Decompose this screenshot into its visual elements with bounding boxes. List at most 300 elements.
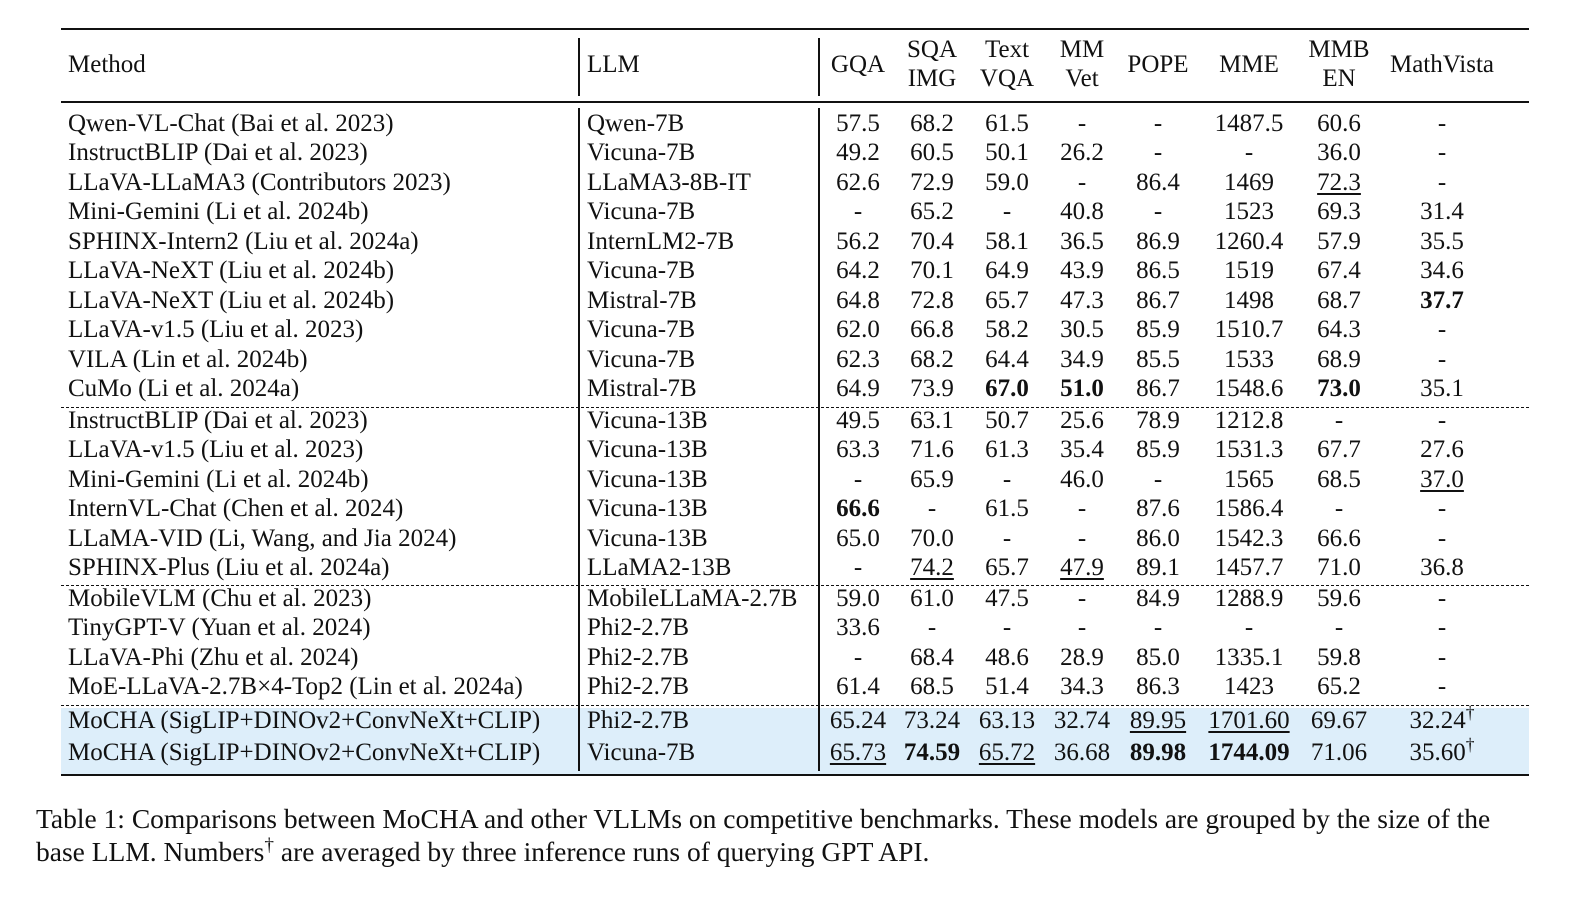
header-metric [1376,50,1508,79]
cell-value-text: 49.2 [836,139,880,166]
cell-value [1382,406,1502,436]
table-row [61,109,1529,139]
cell-value-text: 51.4 [985,673,1029,700]
cell-value-text: 64.9 [985,257,1029,284]
cell-value-text: - [1153,198,1163,225]
cell-value [1382,197,1502,227]
header-metric-line2: Vet [1065,65,1099,92]
cell-value-text: 31.4 [1420,198,1464,225]
header-metric-line1: POPE [1127,51,1189,78]
cell-llm: Mistral-7B [587,375,697,402]
cell-value-text: - [1077,169,1087,196]
header-metric-line1: GQA [830,51,886,78]
cell-value [1279,109,1399,139]
cell-value-text: - [1437,110,1447,137]
cell-value-text: 86.3 [1136,673,1180,700]
cell-value-text: 68.2 [910,346,954,373]
cell-value [1382,138,1502,168]
cell-value-text: 59.6 [1317,585,1361,612]
cell-value-text: 46.0 [1060,466,1104,493]
cell-value [1279,553,1399,583]
cell-value [1382,227,1502,257]
header-metric-line2: EN [1322,65,1356,92]
header-metric-line1: MathVista [1389,51,1495,78]
cell-value-text: 70.1 [910,257,954,284]
cell-value [1382,672,1502,702]
cell-value-text: 1542.3 [1214,525,1284,552]
cell-value-text: 37.7 [1420,287,1464,314]
dagger-mark: † [1465,702,1475,723]
cell-value-text: 62.6 [836,169,880,196]
cell-value-text: 1288.9 [1214,585,1284,612]
cell-value-text: 1498 [1224,287,1274,314]
cell-value-text: 59.0 [836,585,880,612]
header-llm: LLM [587,51,640,78]
cell-value [1382,613,1502,643]
cell-value-text: 89.98 [1129,739,1187,766]
cell-value-text: - [1437,644,1447,671]
cell-method: InternVL-Chat (Chen et al. 2024) [68,495,404,522]
cell-value-text: 64.3 [1317,316,1361,343]
cell-value-text: - [853,644,863,671]
table-row [61,465,1529,495]
header-metric-line1: MMB [1308,36,1370,63]
cell-value-text: 1423 [1224,673,1274,700]
cell-value-text: 65.2 [1317,673,1361,700]
cell-value-text: 74.59 [903,739,961,766]
cell-value [1279,643,1399,673]
cell-value [1279,672,1399,702]
cell-value-text: 68.5 [910,673,954,700]
cell-value [1279,227,1399,257]
cell-value [1279,613,1399,643]
cell-value-text: - [1437,346,1447,373]
cell-value [1279,494,1399,524]
cell-value-text: - [1077,495,1087,522]
cell-value [1382,286,1502,316]
cell-value-text: 89.1 [1136,554,1180,581]
cell-llm: Mistral-7B [587,287,697,314]
cell-method: Mini-Gemini (Li et al. 2024b) [68,198,369,225]
cell-value-text: 57.5 [836,110,880,137]
cell-value-text: 34.3 [1060,673,1104,700]
cell-method: InstructBLIP (Dai et al. 2023) [68,407,368,434]
cell-value-text: 1487.5 [1214,110,1284,137]
cell-method: MoCHA (SigLIP+DINOv2+ConvNeXt+CLIP) [68,707,541,734]
cell-value-text: 65.24 [829,707,887,734]
cell-value-text: 35.5 [1420,228,1464,255]
cell-value-text: 47.9 [1060,554,1104,581]
cell-value-text: 68.4 [910,644,954,671]
cell-value-text: 1744.09 [1208,739,1290,766]
header-metric [817,50,899,79]
cell-value-text: 86.4 [1136,169,1180,196]
cell-value [1279,138,1399,168]
cell-value-text: 48.6 [985,644,1029,671]
cell-value-text: 1701.60 [1208,707,1290,734]
cell-value-text: 47.3 [1060,287,1104,314]
cell-value-text: 1565 [1224,466,1274,493]
cell-value-text: 1523 [1224,198,1274,225]
cell-value-text: 62.0 [836,316,880,343]
cell-value-text: - [1437,495,1447,522]
cell-llm: Vicuna-13B [587,407,708,434]
cell-value-text: - [853,466,863,493]
cell-value-text: 73.9 [910,375,954,402]
cell-value-text: 62.3 [836,346,880,373]
cell-method: SPHINX-Plus (Liu et al. 2024a) [68,554,390,581]
cell-value-text: 64.9 [836,375,880,402]
table-caption: Table 1: Comparisons between MoCHA and other VLLMs on competitive benchmarks. These models are grouped by the size of the base LLM. Numbers† are averaged by three inference runs of querying GPT API. [36,803,1491,867]
cell-value-text: 72.8 [910,287,954,314]
table-row [61,524,1529,554]
cell-value-text: 68.2 [910,110,954,137]
cell-value-text: 86.0 [1136,525,1180,552]
table-row [61,168,1529,198]
cell-value-text: - [1437,614,1447,641]
cell-value-text: 86.7 [1136,375,1180,402]
cell-value-text: 65.72 [978,739,1036,766]
cell-value-text: 66.8 [910,316,954,343]
cell-value-text: 65.9 [910,466,954,493]
cell-value [1382,494,1502,524]
cell-value-text: 50.1 [985,139,1029,166]
header-metric-line2: VQA [979,65,1035,92]
cell-value-text: 66.6 [836,495,880,522]
cell-value-text: 1260.4 [1214,228,1284,255]
cell-value-text: - [1077,614,1087,641]
cell-value-text: - [1153,110,1163,137]
cell-value-text: 73.0 [1317,375,1361,402]
cell-value-text: 59.8 [1317,644,1361,671]
cell-value-text: 85.0 [1136,644,1180,671]
cell-value-text: - [1244,139,1254,166]
top-rule [61,28,1529,30]
cell-value-text: - [1437,169,1447,196]
cell-value-text: - [1002,198,1012,225]
cell-value-text: 36.0 [1317,139,1361,166]
cell-value-text: 58.1 [985,228,1029,255]
cell-method: LLaMA-VID (Li, Wang, and Jia 2024) [68,525,457,552]
cell-value [1279,197,1399,227]
cell-value-text: 65.7 [985,287,1029,314]
cell-value [1382,643,1502,673]
cell-value [1279,465,1399,495]
cell-llm: Vicuna-13B [587,436,708,463]
cell-value-text: - [1077,110,1087,137]
cell-value-text: 67.7 [1317,436,1361,463]
cell-value [1279,524,1399,554]
cell-value-text: - [1437,139,1447,166]
cell-value-text: 56.2 [836,228,880,255]
cell-value-text: 61.5 [985,110,1029,137]
cell-value-text: 71.06 [1310,739,1368,766]
cell-value-text: 27.6 [1420,436,1464,463]
cell-value-text: 61.4 [836,673,880,700]
cell-llm: Phi2-2.7B [587,644,690,671]
cell-value [1279,406,1399,436]
cell-value-text: 34.6 [1420,257,1464,284]
cell-value-text: 49.5 [836,407,880,434]
cell-value-text: 34.9 [1060,346,1104,373]
table-row [61,256,1529,286]
cell-value-text: 32.74 [1053,707,1111,734]
cell-value-text: 84.9 [1136,585,1180,612]
cell-value-text: - [1437,585,1447,612]
cell-value [1382,553,1502,583]
cell-value-text: 68.5 [1317,466,1361,493]
cell-method: MobileVLM (Chu et al. 2023) [68,585,372,612]
cell-value-text: 68.7 [1317,287,1361,314]
table-row [61,613,1529,643]
cell-value-text: 1469 [1224,169,1274,196]
cell-llm: Phi2-2.7B [587,614,690,641]
cell-value-text: 64.4 [985,346,1029,373]
cell-value [1382,702,1502,736]
cell-value-text: - [853,554,863,581]
cell-value-text: 28.9 [1060,644,1104,671]
cell-value-text: 69.67 [1310,707,1368,734]
cell-llm: MobileLLaMA-2.7B [587,585,798,612]
cell-value-text: 87.6 [1136,495,1180,522]
cell-value-text: 73.24 [903,707,961,734]
header-metric [1043,35,1121,93]
cell-llm: Vicuna-7B [587,257,696,284]
cell-method: CuMo (Li et al. 2024a) [68,375,300,402]
cell-value-text: 63.1 [910,407,954,434]
cell-value [1279,584,1399,614]
cell-value-text: 85.9 [1136,436,1180,463]
cell-llm: InternLM2-7B [587,228,735,255]
header-metric [1112,50,1204,79]
header-metric-line1: MM [1059,36,1105,63]
cell-value-text: - [1244,614,1254,641]
cell-value-text: - [1334,495,1344,522]
cell-value-text: 30.5 [1060,316,1104,343]
cell-value-text: 65.7 [985,554,1029,581]
cell-value-text: - [1153,466,1163,493]
header-metric [1296,35,1382,93]
cell-llm: Vicuna-7B [587,739,696,766]
cell-llm: Qwen-7B [587,110,685,137]
table-row [61,406,1529,436]
table-row [61,197,1529,227]
cell-value-text: 36.5 [1060,228,1104,255]
cell-value-text: 25.6 [1060,407,1104,434]
cell-value [1279,345,1399,375]
cell-value-text: - [1437,673,1447,700]
cell-value [1382,524,1502,554]
cell-value-text: 1335.1 [1214,644,1284,671]
cell-method: MoE-LLaVA-2.7B×4-Top2 (Lin et al. 2024a) [68,673,523,700]
cell-value-text: 67.4 [1317,257,1361,284]
cell-method: SPHINX-Intern2 (Liu et al. 2024a) [68,228,419,255]
cell-llm: LLaMA2-13B [587,554,732,581]
cell-value-text: 50.7 [985,407,1029,434]
cell-llm: LLaMA3-8B-IT [587,169,751,196]
table-row [61,584,1529,614]
cell-value-text: 72.3 [1317,169,1361,196]
cell-value-text: - [1437,316,1447,343]
cell-value-text: 1586.4 [1214,495,1284,522]
cell-value-text: 1533 [1224,346,1274,373]
cell-value [1382,315,1502,345]
table-row [61,553,1529,583]
cell-llm: Vicuna-13B [587,495,708,522]
header-metric-line1: Text [984,36,1030,63]
cell-value-text: 68.9 [1317,346,1361,373]
cell-value-text: 65.0 [836,525,880,552]
cell-value-text: 63.13 [978,707,1036,734]
cell-value-text: 35.1 [1420,375,1464,402]
cell-value-text: - [1153,614,1163,641]
cell-value-text: 57.9 [1317,228,1361,255]
dagger-mark: † [1465,734,1475,755]
cell-method: LLaVA-LLaMA3 (Contributors 2023) [68,169,451,196]
cell-method: LLaVA-v1.5 (Liu et al. 2023) [68,316,364,343]
header-method: Method [68,51,146,78]
cell-value-text: 72.9 [910,169,954,196]
table-row [61,702,1529,736]
table-row [61,643,1529,673]
header-metric [966,35,1048,93]
table-row [61,345,1529,375]
table-row [61,374,1529,404]
cell-value-text: 1548.6 [1214,375,1284,402]
cell-value-text: 36.8 [1420,554,1464,581]
cell-method: LLaVA-NeXT (Liu et al. 2024b) [68,287,395,314]
cell-value-text: - [1077,585,1087,612]
cell-value-text: - [1002,525,1012,552]
cell-value-text: - [1437,407,1447,434]
cell-value-text: 66.6 [1317,525,1361,552]
cell-value-text: 71.6 [910,436,954,463]
cell-value [1382,109,1502,139]
cell-method: TinyGPT-V (Yuan et al. 2024) [68,614,371,641]
cell-value-text: 69.3 [1317,198,1361,225]
cell-llm: Vicuna-7B [587,346,696,373]
cell-value-text: 40.8 [1060,198,1104,225]
header-rule [61,101,1529,103]
cell-value-text: 65.2 [910,198,954,225]
cell-value-text: 1531.3 [1214,436,1284,463]
cell-value [1382,584,1502,614]
cell-value-text: 61.5 [985,495,1029,522]
cell-llm: Phi2-2.7B [587,707,690,734]
table-row [61,435,1529,465]
cell-value-text: 1212.8 [1214,407,1284,434]
cell-llm: Vicuna-13B [587,466,708,493]
cell-value [1279,315,1399,345]
bottom-rule [61,774,1529,776]
cell-method: VILA (Lin et al. 2024b) [68,346,308,373]
cell-method: LLaVA-Phi (Zhu et al. 2024) [68,644,359,671]
cell-value [1279,374,1399,404]
cell-value [1279,168,1399,198]
cell-value-text: - [1334,614,1344,641]
cell-method: LLaVA-v1.5 (Liu et al. 2023) [68,436,364,463]
cell-value-text: 35.4 [1060,436,1104,463]
cell-value [1382,256,1502,286]
cell-value-text: 35.60† [1409,734,1475,766]
cell-value-text: 37.0 [1420,466,1464,493]
cell-value-text: 71.0 [1317,554,1361,581]
cell-value-text: 36.68 [1053,739,1111,766]
cell-value-text: 70.0 [910,525,954,552]
header-metric-line1: MME [1219,51,1279,78]
cell-value-text: 85.5 [1136,346,1180,373]
cell-value [1382,374,1502,404]
cell-value-text: 61.3 [985,436,1029,463]
cell-value-text: 51.0 [1060,375,1104,402]
cell-value-text: 58.2 [985,316,1029,343]
cell-value-text: 65.73 [829,739,887,766]
header-metric [891,35,973,93]
cell-value-text: 78.9 [1136,407,1180,434]
cell-value-text: 60.5 [910,139,954,166]
method-llm-separator [578,38,580,96]
cell-value [1279,286,1399,316]
cell-value-text: 26.2 [1060,139,1104,166]
cell-value-text: 64.8 [836,287,880,314]
cell-value-text: 33.6 [836,614,880,641]
cell-value-text: - [1002,466,1012,493]
cell-value-text: 64.2 [836,257,880,284]
cell-value [1279,256,1399,286]
cell-value-text: 60.6 [1317,110,1361,137]
cell-value-text: - [1002,614,1012,641]
header-metric [1193,50,1305,79]
cell-value-text: 1510.7 [1214,316,1284,343]
cell-llm: Vicuna-13B [587,525,708,552]
cell-llm: Vicuna-7B [587,139,696,166]
table-row [61,138,1529,168]
cell-value-text: 74.2 [910,554,954,581]
cell-value-text: 86.5 [1136,257,1180,284]
cell-value-text: 86.7 [1136,287,1180,314]
cell-value-text: - [1437,525,1447,552]
cell-llm: Vicuna-7B [587,198,696,225]
cell-method: LLaVA-NeXT (Liu et al. 2024b) [68,257,395,284]
cell-value-text: 47.5 [985,585,1029,612]
cell-value-text: - [927,495,937,522]
cell-value-text: - [1334,407,1344,434]
cell-value-text: 59.0 [985,169,1029,196]
table-row [61,734,1529,768]
cell-value [1382,734,1502,768]
cell-value-text: 86.9 [1136,228,1180,255]
table-row [61,227,1529,257]
cell-llm: Phi2-2.7B [587,673,690,700]
cell-value-text: 63.3 [836,436,880,463]
cell-value-text: 67.0 [985,375,1029,402]
cell-value-text: 1457.7 [1214,554,1284,581]
cell-value-text: 61.0 [910,585,954,612]
cell-method: MoCHA (SigLIP+DINOv2+ConvNeXt+CLIP) [68,739,541,766]
cell-value-text: 32.24† [1409,702,1475,734]
table-row [61,494,1529,524]
table-row [61,315,1529,345]
cell-value [1382,435,1502,465]
cell-method: Qwen-VL-Chat (Bai et al. 2023) [68,110,394,137]
cell-llm: Vicuna-7B [587,316,696,343]
dagger-mark: † [264,834,274,856]
cell-value-text: 89.95 [1129,707,1187,734]
cell-value-text: - [1077,525,1087,552]
cell-value-text: - [1153,139,1163,166]
header-metric-line2: IMG [907,65,957,92]
cell-value-text: 85.9 [1136,316,1180,343]
